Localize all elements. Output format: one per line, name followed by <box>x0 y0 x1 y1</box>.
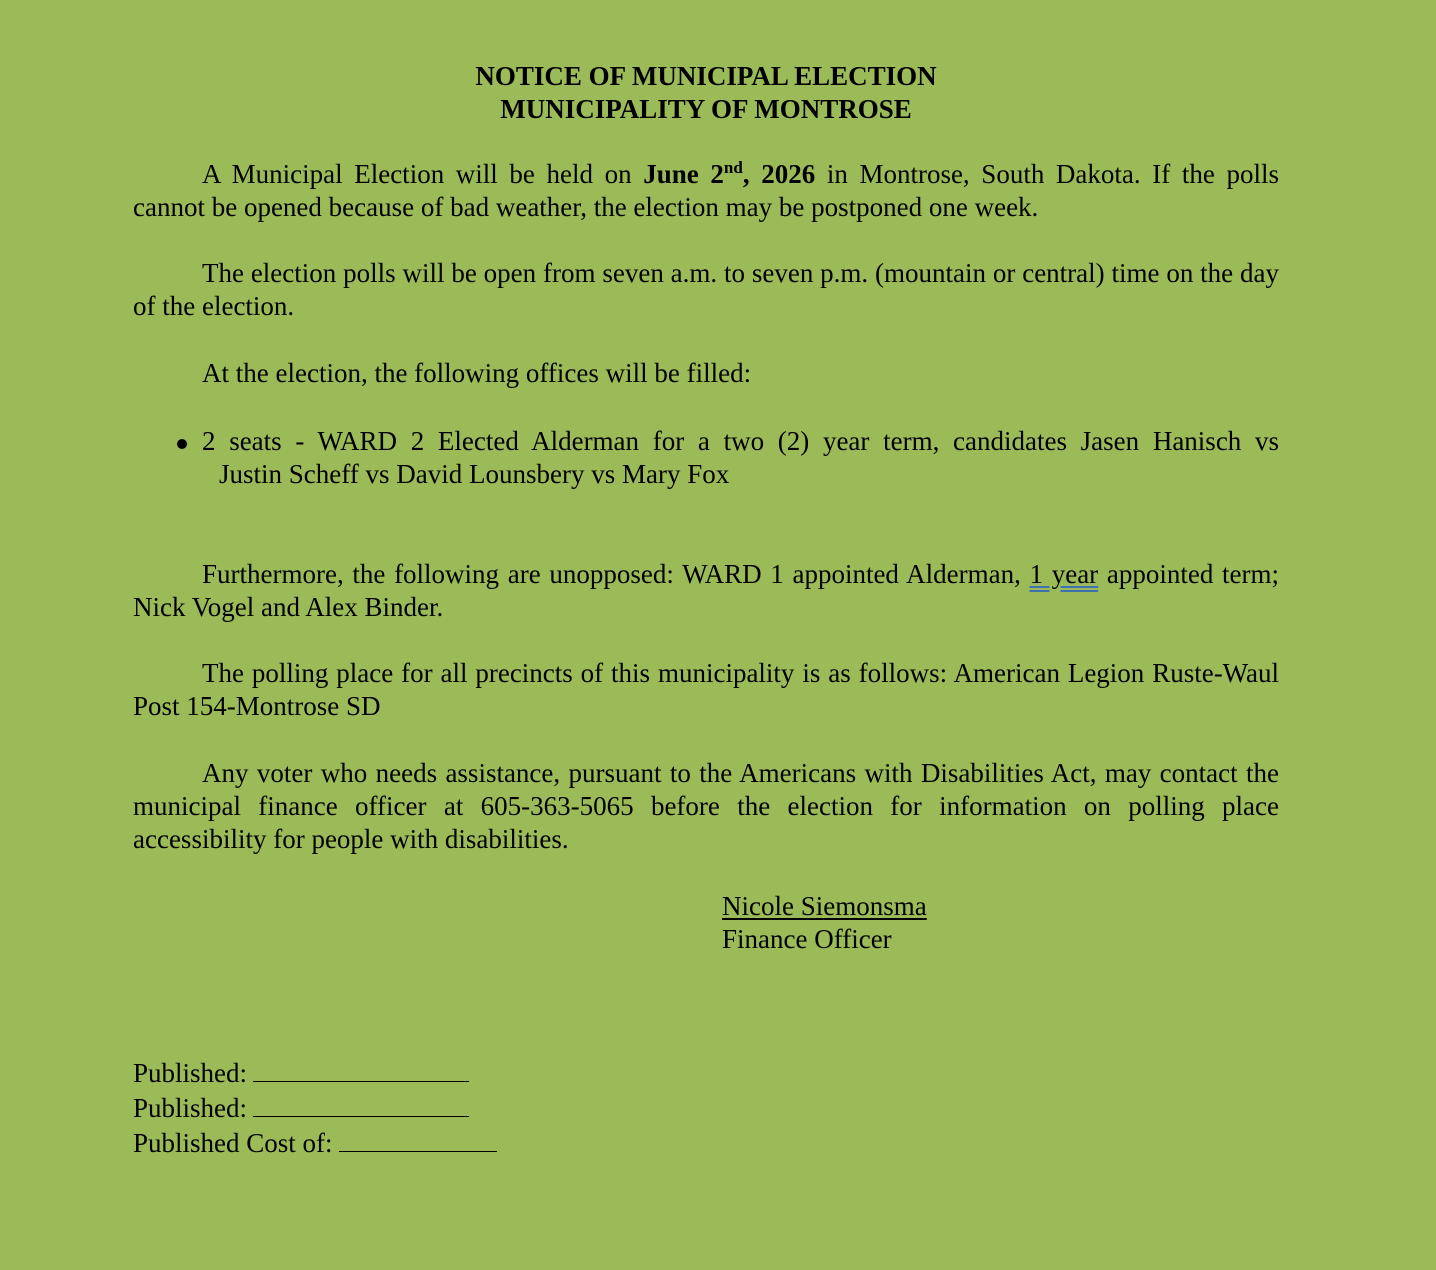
published-line-1: Published: <box>133 1055 497 1090</box>
bullet-icon <box>177 439 187 449</box>
signer-name: Nicole Siemonsma <box>722 891 927 921</box>
notice-title <box>0 60 1412 126</box>
office-list-item-text <box>202 425 1279 491</box>
p1-after: in Montrose, South Dakota. If the polls cannot be opened because of bad weather, the election may be postponed one week. <box>133 159 1279 222</box>
published-date-blank-2 <box>253 1090 469 1117</box>
election-date-paragraph <box>133 158 1279 224</box>
published-date-blank-1 <box>253 1055 469 1082</box>
polling-place-paragraph: The polling place for all precincts of this municipality is as follows: American Legion Ruste-Waul Post 154-Montrose SD <box>133 658 1279 721</box>
term-length: 1 year <box>1029 559 1099 589</box>
publication-record <box>133 1055 497 1160</box>
office-list-item <box>133 425 1279 491</box>
p1-before: A Municipal Election will be held on <box>202 159 644 189</box>
published-cost-line: Published Cost of: <box>133 1125 497 1160</box>
unopposed-paragraph: Furthermore, the following are unopposed: WARD 1 appointed Alderman, 1 year appointed term; Nick Vogel and Alex Binder. <box>133 559 1280 622</box>
title-line-2: MUNICIPALITY OF MONTROSE <box>500 94 912 124</box>
office-line-2: Justin Scheff vs David Lounsbery vs Mary Fox <box>219 459 730 489</box>
polls-hours-paragraph: The election polls will be open from seven a.m. to seven p.m. (mountain or central) time on the day of the election. <box>133 258 1279 321</box>
published-line-2: Published: <box>133 1090 497 1125</box>
offices-intro-paragraph: At the election, the following offices will be filled: <box>202 358 752 388</box>
office-line-1: 2 seats - WARD 2 Elected Alderman for a two (2) year term, candidates Jasen Hanisch vs <box>202 426 1279 456</box>
signature-block <box>722 890 927 956</box>
title-line-1: NOTICE OF MUNICIPAL ELECTION <box>475 61 937 91</box>
accessibility-paragraph: Any voter who needs assistance, pursuant to the Americans with Disabilities Act, may contact the municipal finance officer at 605-363-5065 before the election for information on polling place accessibility for people with disabilities. <box>133 758 1279 854</box>
signer-title: Finance Officer <box>722 924 892 954</box>
election-date: June 2nd, 2026 <box>643 158 816 189</box>
published-cost-blank <box>339 1125 497 1152</box>
